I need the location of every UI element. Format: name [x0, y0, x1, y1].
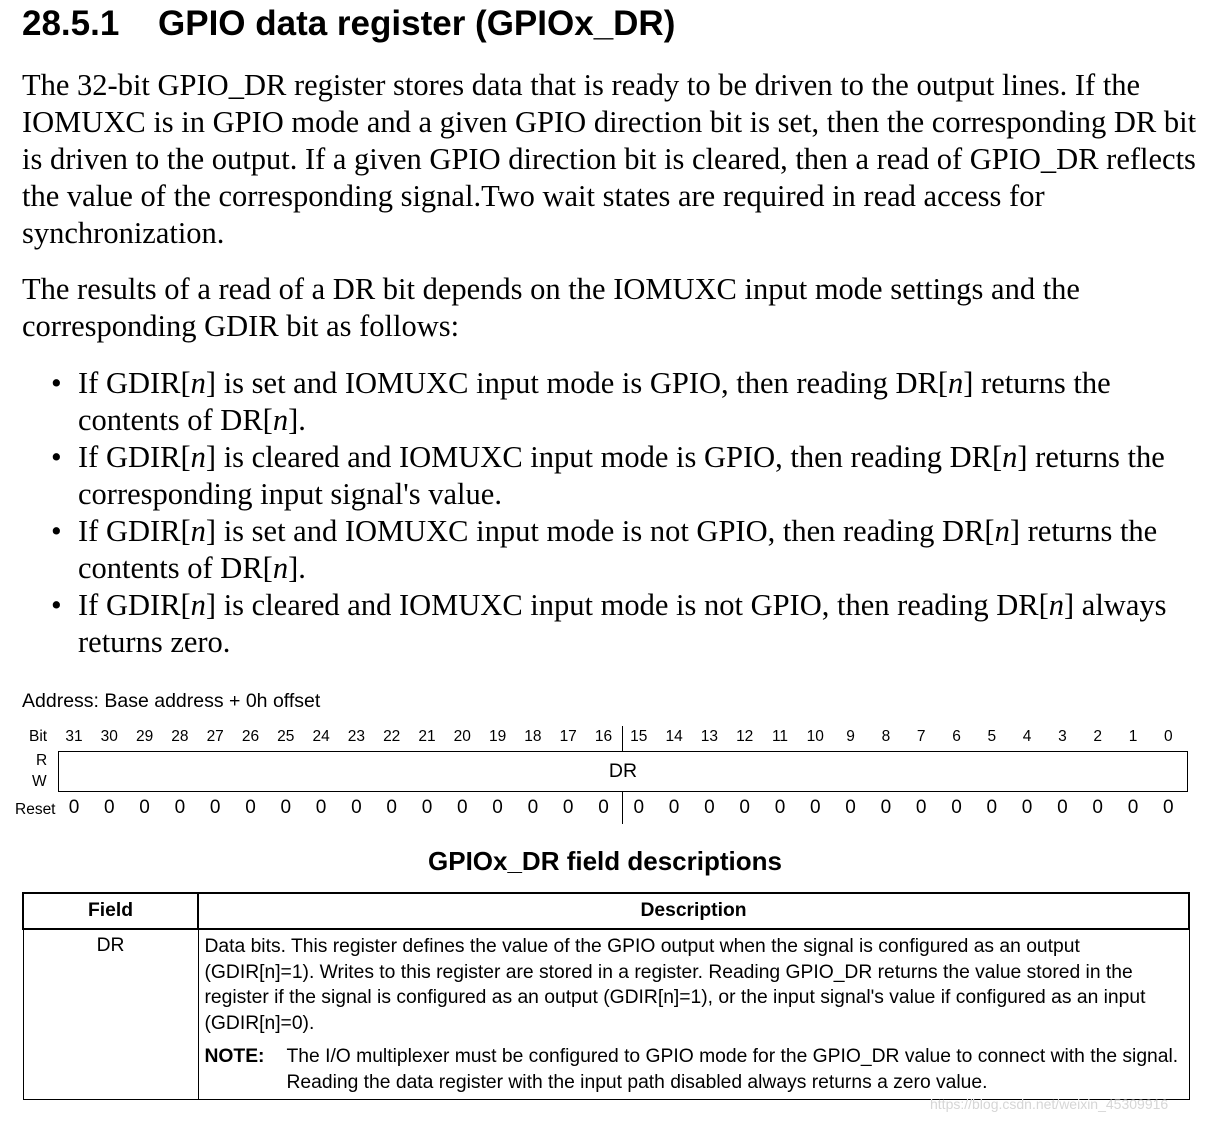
read-behavior-list [22, 365, 1202, 661]
reset-value: 0 [386, 797, 397, 818]
section-number: 28.5.1 [22, 4, 120, 43]
reset-value: 0 [915, 797, 927, 818]
intro-paragraph: The 32-bit GPIO_DR register stores data that is ready to be driven to the output lines. If the IOMUXC is in GPIO mode and a given GPIO direction bit is set, then the corresponding DR bit is driven to the output. If a given GPIO direction bit is cleared, then a read of GPIO_DR reflects the value of the corresponding signal.Two wait states are required in read access for synchronization. [22, 68, 1197, 250]
bit-number: 11 [771, 728, 789, 745]
reset-value: 0 [1092, 797, 1103, 818]
field-table-title: GPIOx_DR field descriptions [428, 846, 782, 876]
bullet-icon: • [51, 366, 62, 400]
bit-number: 28 [171, 728, 189, 745]
results-paragraph: The results of a read of a DR bit depends on the IOMUXC input mode settings and the corresponding GDIR bit as follows: [22, 272, 1080, 343]
reset-value: 0 [739, 797, 750, 818]
section-title: GPIO data register (GPIOx_DR) [158, 4, 676, 43]
note-label: NOTE: [204, 1046, 265, 1067]
bit-number: 16 [594, 728, 613, 745]
list-item: • If GDIR[n] is set and IOMUXC input mode is not GPIO, then reading DR[n] returns the contents of DR[n]. [51, 514, 1158, 585]
reset-value: 0 [1163, 797, 1174, 818]
list-item: • If GDIR[n] is set and IOMUXC input mode is GPIO, then reading DR[n] returns the contents of DR[n]. [51, 366, 1111, 437]
register-field-name: DR [608, 760, 638, 782]
bit-number: 30 [100, 728, 118, 745]
bit-number: 15 [630, 728, 648, 745]
reset-value: 0 [845, 797, 856, 818]
table-header-row [23, 893, 1189, 929]
reset-value: 0 [209, 797, 221, 818]
bit-number: 23 [347, 728, 366, 745]
reset-value: 0 [951, 797, 962, 818]
field-column-header: Field [23, 893, 198, 929]
bit-number: 7 [916, 728, 926, 745]
description-column-header: Description [198, 893, 1189, 929]
reset-value: 0 [562, 797, 574, 818]
bit-number: 21 [418, 728, 436, 745]
read-label: R [36, 752, 48, 769]
description-cell [198, 929, 1189, 1100]
bit-number: 20 [453, 728, 471, 745]
reset-value: 0 [598, 797, 609, 818]
reset-value: 0 [986, 797, 998, 818]
bit-number: 13 [700, 728, 719, 745]
reset-value: 0 [139, 797, 150, 818]
bit-number: 9 [846, 728, 855, 745]
bullet-icon: • [51, 588, 62, 622]
note-block [205, 1044, 1183, 1095]
bit-number: 18 [524, 728, 542, 745]
reset-label: Reset [15, 801, 56, 818]
list-item: • If GDIR[n] is cleared and IOMUXC input mode is not GPIO, then reading DR[n] always returns zero. [51, 588, 1167, 659]
reset-value: 0 [245, 797, 256, 818]
section-heading [22, 4, 675, 44]
halfword-divider-bottom [622, 792, 623, 824]
bit-number: 25 [277, 728, 295, 745]
table-row [23, 929, 1189, 1100]
reset-value: 0 [704, 797, 715, 818]
reset-value: 0 [668, 797, 680, 818]
bit-number: 24 [312, 728, 330, 745]
bit-label: Bit [29, 728, 48, 745]
reset-value: 0 [315, 797, 327, 818]
reset-value: 0 [351, 797, 362, 818]
bit-number: 1 [1128, 728, 1138, 745]
bit-number: 2 [1093, 728, 1102, 745]
bit-number: 6 [952, 728, 961, 745]
field-descriptions-table [22, 892, 1190, 1100]
reset-value: 0 [1127, 797, 1139, 818]
register-address: Address: Base address + 0h offset [22, 690, 321, 712]
note-text: The I/O multiplexer must be configured to GPIO mode for the GPIO_DR value to connect with the signal. Reading the data register with the input path disabled always returns a zero value. [286, 1046, 1179, 1093]
reset-value: 0 [774, 797, 786, 818]
reset-value: 0 [421, 797, 433, 818]
watermark: https://blog.csdn.net/weixin_45309916 [930, 1096, 1169, 1112]
bit-number: 31 [65, 728, 83, 745]
list-item: • If GDIR[n] is cleared and IOMUXC input mode is GPIO, then reading DR[n] returns the corresponding input signal's value. [51, 440, 1165, 511]
halfword-divider-top [622, 726, 623, 751]
reset-value: 0 [633, 797, 645, 818]
reset-value: 0 [810, 797, 821, 818]
bit-number: 8 [881, 728, 891, 745]
bit-number: 0 [1163, 728, 1173, 745]
bit-number: 12 [736, 728, 754, 745]
reset-value: 0 [1057, 797, 1068, 818]
reset-value: 0 [174, 797, 186, 818]
bit-number: 26 [241, 728, 260, 745]
reset-value: 0 [68, 797, 80, 818]
bit-number: 22 [383, 728, 401, 745]
field-cell: DR [23, 929, 198, 1100]
reset-value: 0 [527, 797, 539, 818]
bit-number: 14 [665, 728, 683, 745]
bit-number: 3 [1058, 728, 1067, 745]
bit-number: 5 [987, 728, 997, 745]
reset-value: 0 [1021, 797, 1033, 818]
bullet-icon: • [51, 514, 62, 548]
reset-value: 0 [280, 797, 292, 818]
reset-value: 0 [880, 797, 892, 818]
bullet-icon: • [51, 440, 62, 474]
reset-value: 0 [492, 797, 503, 818]
reset-value: 0 [457, 797, 468, 818]
bit-number: 4 [1022, 728, 1032, 745]
bit-number: 29 [135, 728, 154, 745]
bit-number: 10 [806, 728, 824, 745]
description-text: Data bits. This register defines the value of the GPIO output when the signal is configured as an output (GDIR[n]=1). Writes to this register are stored in a register. Reading GPIO_DR returns the value stored in the register if the signal is configured as an output (GDIR[n]=1), or the input signal's value if configured as an input (GDIR[n]=0). [204, 936, 1146, 1034]
bit-number: 17 [559, 728, 577, 745]
write-label: W [32, 773, 47, 790]
reset-value: 0 [104, 797, 115, 818]
bit-number: 27 [206, 728, 224, 745]
bit-number: 19 [488, 728, 507, 745]
